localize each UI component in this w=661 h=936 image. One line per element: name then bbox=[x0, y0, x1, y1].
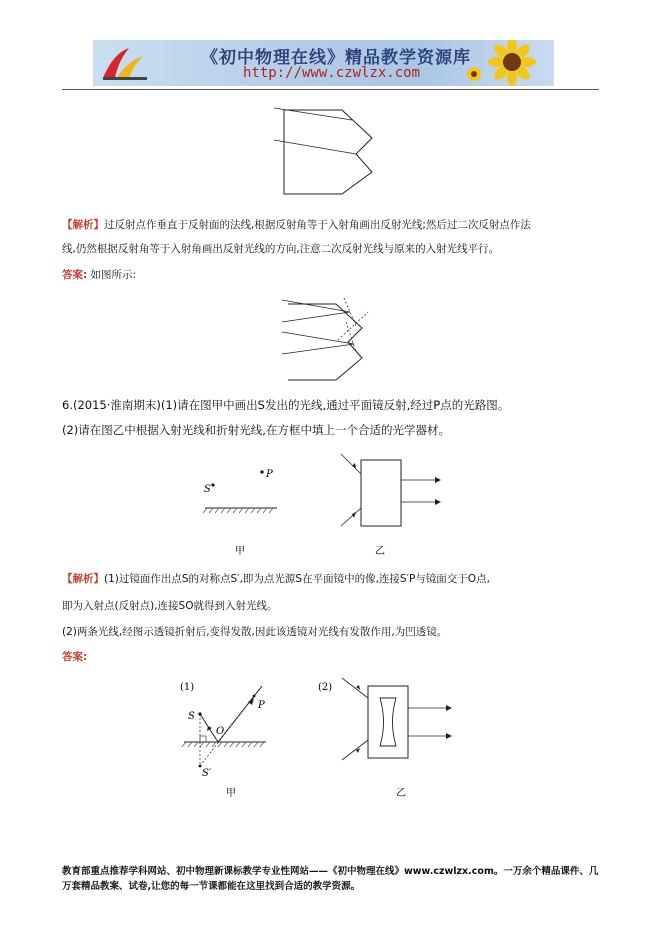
answer-box-yi bbox=[318, 678, 452, 799]
analysis-tag: 【解析】 bbox=[62, 219, 104, 231]
site-logo-icon bbox=[99, 44, 153, 82]
answer-label-1: (1) bbox=[180, 682, 195, 693]
answer-s-label: S bbox=[188, 711, 195, 722]
banner-title: 《初中物理在线》精品教学资源库 bbox=[201, 48, 471, 68]
sunflower-icon bbox=[460, 40, 550, 86]
q5-analysis-text1: 过反射点作垂直于反射面的法线,根据反射角等于入射角画出反射光线;然后过二次反射点作法 bbox=[104, 219, 531, 231]
fig-jia-label: 甲 bbox=[235, 546, 245, 557]
analysis-tag: 【解析】 bbox=[62, 573, 104, 585]
answer-yi-label: 乙 bbox=[396, 788, 406, 799]
mirror-figure-jia bbox=[203, 469, 277, 557]
page-footer: 教育部重点推荐学科网站、初中物理新课标教学专业性网站——《初中物理在线》www.czwlzx.com。一万余个精品课件、几万套精品教案、试卷,让您的每一节课都能在这里找到合适的教学资源。 bbox=[62, 866, 599, 892]
point-p-label: P bbox=[266, 469, 273, 480]
q6-analysis-line1 bbox=[62, 572, 602, 586]
answer-label-2: (2) bbox=[318, 682, 333, 693]
answer-tag: 答案: bbox=[62, 269, 88, 281]
q6-answer-line bbox=[62, 650, 602, 664]
q5-prism-figure bbox=[270, 100, 385, 198]
box-figure-yi bbox=[341, 454, 441, 557]
q5-answer-text: 如图所示: bbox=[90, 269, 137, 281]
q6-answer-figure bbox=[170, 676, 470, 802]
q5-answer-line bbox=[62, 268, 602, 282]
point-s-label: S bbox=[204, 484, 211, 495]
answer-o-label: O bbox=[216, 726, 225, 737]
q5-analysis-line1 bbox=[62, 218, 602, 232]
answer-jia-label: 甲 bbox=[226, 788, 236, 799]
q5-answer-figure bbox=[278, 292, 380, 384]
answer-mirror-jia bbox=[180, 682, 266, 799]
answer-tag: 答案: bbox=[62, 651, 88, 663]
q6-question-figure bbox=[195, 450, 465, 558]
q6-analysis-text1: (1)过镜面作出点S的对称点S′,即为点光源S在平面镜中的像,连接S′P与镜面交于O点, bbox=[104, 573, 490, 585]
fig-yi-label: 乙 bbox=[375, 546, 385, 557]
banner-url[interactable]: http://www.czwlzx.com bbox=[243, 65, 421, 81]
answer-s-prime-label: S′ bbox=[202, 768, 212, 779]
q6-analysis-line2: 即为入射点(反射点),连接SO就得到入射光线。 bbox=[62, 600, 278, 612]
header-divider bbox=[62, 89, 599, 90]
header-banner bbox=[93, 40, 554, 86]
answer-p-label: P bbox=[258, 700, 265, 711]
q6-question-line1: 6.(2015·淮南期末)(1)请在图甲中画出S发出的光线,通过平面镜反射,经过P点的光路图。 bbox=[62, 398, 510, 412]
q6-question-line2: (2)请在图乙中根据入射光线和折射光线,在方框中填上一个合适的光学器材。 bbox=[62, 423, 450, 437]
q5-analysis-line2: 线,仍然根据反射角等于入射角画出反射光线的方向,注意二次反射光线与原来的入射光线平行。 bbox=[62, 243, 500, 255]
q6-analysis-line3: (2)两条光线,经图示透镜折射后,变得发散,因此该透镜对光线有发散作用,为凹透镜。 bbox=[62, 626, 448, 638]
